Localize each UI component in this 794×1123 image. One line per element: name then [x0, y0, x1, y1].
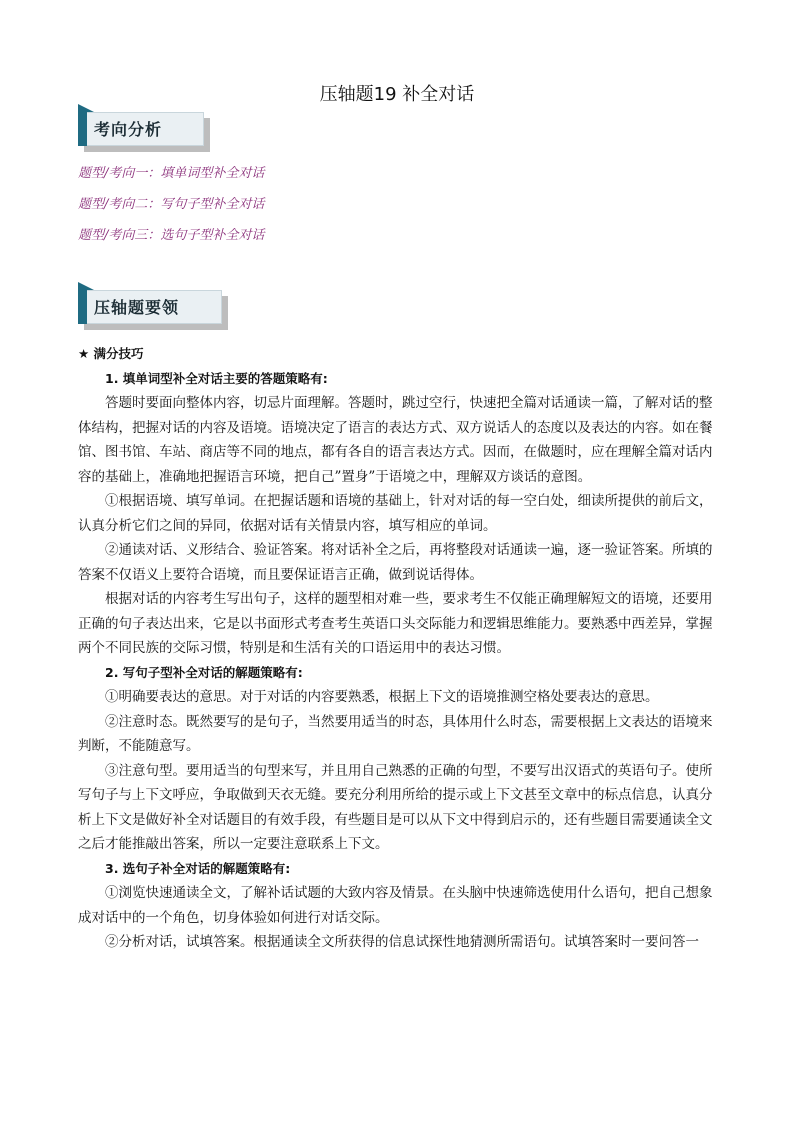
- paragraph: ③注意句型。要用适当的句型来写，并且用自己熟悉的正确的句型，不要写出汉语式的英语句子。使所写句子与上下文呼应，争取做到天衣无缝。要充分利用所给的提示或上下文甚至文章中的标点信息，认真分析上下文是做好补全对话题目的有效手段，有些题目是可以从下文中得到启示的，还有些题目需要通读全文之后才能推敲出答案，所以一定要注意联系上下文。: [78, 762, 713, 852]
- banner-label: 考向分析: [94, 120, 163, 139]
- strategy-heading-3: 3. 选句子补全对话的解题策略有:: [105, 860, 291, 876]
- paragraph: ②通读对话、义形结合、验证答案。将对话补全之后，再将整段对话通读一遍，逐一验证答案。所填的答案不仅语义上要符合语境，而且要保证语言正确，做到说话得体。: [78, 542, 713, 583]
- paragraph: ①明确要表达的意思。对于对话的内容要熟悉，根据上下文的语境推测空格处要表达的意思。: [105, 689, 659, 705]
- banner-label: 压轴题要领: [94, 298, 180, 317]
- type-item-1: 题型/考向一：填单词型补全对话: [78, 166, 265, 181]
- section-banner-analysis: [78, 112, 210, 152]
- banner-tab: [78, 290, 87, 324]
- paragraph: ①根据语境、填写单词。在把握话题和语境的基础上，针对对话的每一空白处，细读所提供的前后文，认真分析它们之间的异同，依据对话有关情景内容，填写相应的单词。: [78, 493, 713, 534]
- paragraph: 答题时要面向整体内容，切忌片面理解。答题时，跳过空行，快速把全篇对话通读一篇，了解对话的整体结构，把握对话的内容及语境。语境决定了语言的表达方式、双方说话人的态度以及表达的内容。如在餐馆、图书馆、车站、商店等不同的地点，都有各自的语言表达方式。因而，在做题时，应在理解全篇对话内容的基础上，准确地把握语言环境，把自己”置身”于语境之中，理解双方谈话的意图。: [78, 395, 713, 485]
- paragraph: ②分析对话，试填答案。根据通读全文所获得的信息试探性地猜测所需语句。试填答案时一要问答一: [105, 934, 699, 950]
- type-item-3: 题型/考向三：选句子型补全对话: [78, 228, 265, 243]
- body-content: [78, 342, 724, 955]
- strategy-heading-2: 2. 写句子型补全对话的解题策略有:: [105, 664, 303, 680]
- paragraph: ①浏览快速通读全文，了解补话试题的大致内容及情景。在头脑中快速筛选使用什么语句，把自己想象成对话中的一个角色，切身体验如何进行对话交际。: [78, 885, 713, 926]
- strategy-heading-1: 1. 填单词型补全对话主要的答题策略有:: [105, 370, 328, 386]
- type-item-2: 题型/考向二：写句子型补全对话: [78, 197, 265, 212]
- section-banner-essentials: [78, 290, 228, 330]
- banner-fold-triangle: [78, 104, 94, 112]
- paragraph: ②注意时态。既然要写的是句子，当然要用适当的时态，具体用什么时态，需要根据上文表达的语境来判断，不能随意写。: [78, 713, 713, 754]
- paragraph: 根据对话的内容考生写出句子，这样的题型相对难一些，要求考生不仅能正确理解短文的语境，还要用正确的句子表达出来，它是以书面形式考查考生英语口头交际能力和逻辑思维能力。要熟悉中西差异，掌握两个不同民族的交际习惯，特别是和生活有关的口语运用中的表达习惯。: [78, 591, 713, 656]
- banner-fold-triangle: [78, 282, 94, 290]
- star-heading: ★ 满分技巧: [78, 346, 144, 361]
- page-title: 压轴题19 补全对话: [319, 84, 475, 105]
- banner-tab: [78, 112, 87, 146]
